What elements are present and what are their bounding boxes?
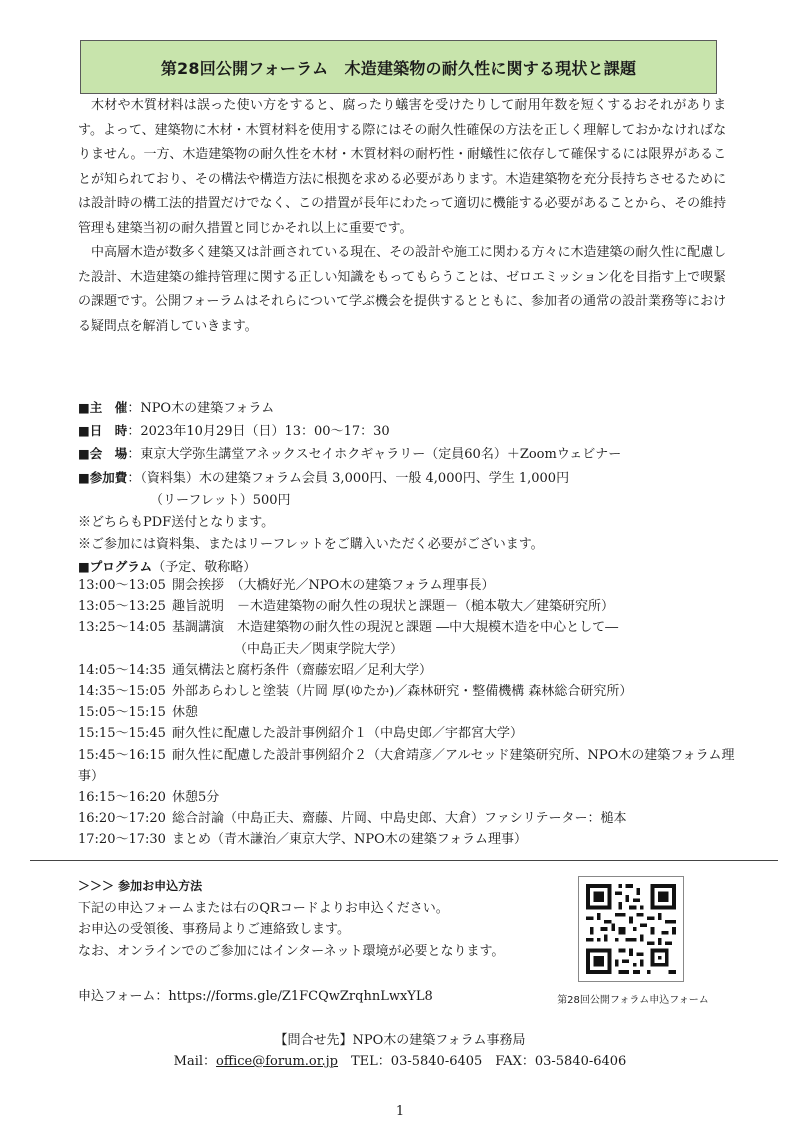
program-desc: 休憩 [172,705,199,721]
fee-row [78,467,738,490]
application-line: 下記の申込フォームまたは右のQRコードよりお申込ください。 [78,900,449,916]
program-time: 15:45～16:15 [78,747,166,763]
program-desc: 趣旨説明 －木造建築物の耐久性の現状と課題－（槌本敬大／建築研究所） [172,599,615,615]
program-item [78,575,738,596]
program-desc: 開会挨拶 （大橋好光／NPO木の建築フォラム理事長） [172,578,495,593]
host-value: ：NPO木の建築フォラム [127,401,275,416]
program-item-cont: （中島正夫／関東学院大学） [234,641,404,657]
program-item [78,787,738,808]
application-heading: ＞＞＞ 参加お申込方法 [78,879,203,893]
program-time: 15:05～15:15 [78,705,166,721]
program-time: 13:05～13:25 [78,599,166,615]
date-label: ■日 時 [78,423,128,439]
contact-info [0,1030,800,1072]
program-item [78,829,738,850]
program-time: 14:05～14:35 [78,662,166,678]
program-desc: 通気構法と腐朽条件（齋藤宏昭／足利大学） [172,662,433,678]
program-label: ■プログラム [78,559,153,575]
program-item [78,808,738,829]
application-line: なお、オンラインでのご参加にはインターネット環境が必要となります。 [78,943,505,959]
program-item [78,596,738,617]
program-item [78,681,738,702]
program-time: 16:20～17:20 [78,811,166,827]
program-item [78,745,738,787]
contact-heading: 【問合せ先】NPO木の建築フォラム事務局 [274,1033,526,1048]
program-desc: 基調講演 木造建築物の耐久性の現況と課題 ―中大規模木造を中心として― [172,620,619,636]
application-section [78,876,558,962]
page-number: 1 [395,1104,405,1119]
qr-caption: 第28回公開フォラム申込フォーム [557,995,709,1006]
phone-fax: TEL：03-5840-6405 FAX：03-5840-6406 [338,1054,627,1069]
program-time: 13:25～14:05 [78,620,166,636]
venue-row [78,443,738,466]
note-purchase: ※ご参加には資料集、またはリーフレットをご購入いただく必要がございます。 [78,537,544,553]
venue-value: ：東京大学弥生講堂アネックスセイホクギャラリー（定員60名）＋Zoomウェビナー [127,447,622,463]
application-form-url[interactable]: 申込フォーム：https://forms.gle/Z1FCQwZrqhnLwxYL8 [78,989,433,1004]
section-divider [30,860,778,861]
host-label: ■主 催 [78,400,128,415]
program-desc: まとめ（青木謙治／東京大学、NPO木の建築フォラム理事） [172,832,528,848]
venue-label: ■会 場 [78,446,128,462]
mail-link[interactable]: office@forum.or.jp [216,1054,339,1069]
program-desc: 総合討論（中島正夫、齋藤、片岡、中島史郎、大倉）ファシリテーター：槌本 [172,811,627,827]
program-item [78,660,738,681]
program-time: 17:20～17:30 [78,832,166,848]
program-item [78,617,738,638]
program-item [78,702,738,723]
program-list [78,575,738,851]
title-main: 第28回公開フォーラム [160,58,329,78]
contact-details [0,1051,800,1072]
host-row [78,397,738,420]
fee-label: ■参加費 [78,469,128,485]
qr-code[interactable] [578,876,684,982]
title-sub: 木造建築物の耐久性に関する現状と課題 [344,58,637,78]
program-desc: 耐久性に配慮した設計事例紹介１（中島史郎／宇都宮大学） [172,726,524,742]
fee-row-leaflet: （リーフレット）500円 [150,492,291,508]
program-desc: 外部あらわしと塗装（片岡 厚(ゆたか)／森林研究・整備機構 森林総合研究所） [172,684,633,700]
program-time: 13:00～13:05 [78,578,166,593]
fee-value: ：（資料集）木の建築フォラム会員 3,000円、一般 4,000円、学生 1,000円 [127,470,570,486]
program-desc: 休憩5分 [172,790,220,806]
event-info [78,397,738,580]
application-line: お申込の受領後、事務局よりご連絡致します。 [78,922,350,937]
program-time: 16:15～16:20 [78,790,166,806]
program-time: 15:15～15:45 [78,726,166,742]
page-title [80,40,717,94]
program-sub: （予定、敬称略） [152,560,257,576]
note-pdf: ※どちらもPDF送付となります。 [78,515,275,531]
qr-code-icon [579,877,683,981]
program-item [78,723,738,744]
intro-paragraph: 木材や木質材料は誤った使い方をすると、腐ったり蟻害を受けたりして耐用年数を短くするおそれがあります。よって、建築物に木材・木質材料を使用する際にはその耐久性確保の方法を正しく理解しておかなければなりません。一方、木造建築物の耐久性を木材・木質材料の耐朽性・耐蟻性に依存して確保するには限界があることが知られており、その構法や構造方法に根拠を求める必要があります。木造建築物を充分長持ちさせるためには設計時の構工法的措置だけでなく、この措置が長年にわたって適切に機能する必要があることから、その維持管理も建築当初の耐久措置と同じかそれ以上に重要です。 [78,98,726,236]
intro-text [78,94,726,339]
intro-paragraph: 中高層木造が数多く建築又は計画されている現在、その設計や施工に関わる方々に木造建築の耐久性に配慮した設計、木造建築の維持管理に関する正しい知識をもってもらうことは、ゼロエミッション化を目指す上で喫緊の課題です。公開フォーラムはそれらについて学ぶ機会を提供するとともに、参加者の通常の設計業務等における疑問点を解消していきます。 [78,245,726,334]
program-time: 14:35～15:05 [78,684,166,700]
date-value: ：2023年10月29日（日）13：00～17：30 [127,424,390,440]
mail-label: Mail： [173,1054,217,1069]
date-row [78,420,738,443]
program-desc: 耐久性に配慮した設計事例紹介２（大倉靖彦／アルセッド建築研究所、NPO木の建築フォラム理事） [78,747,735,784]
